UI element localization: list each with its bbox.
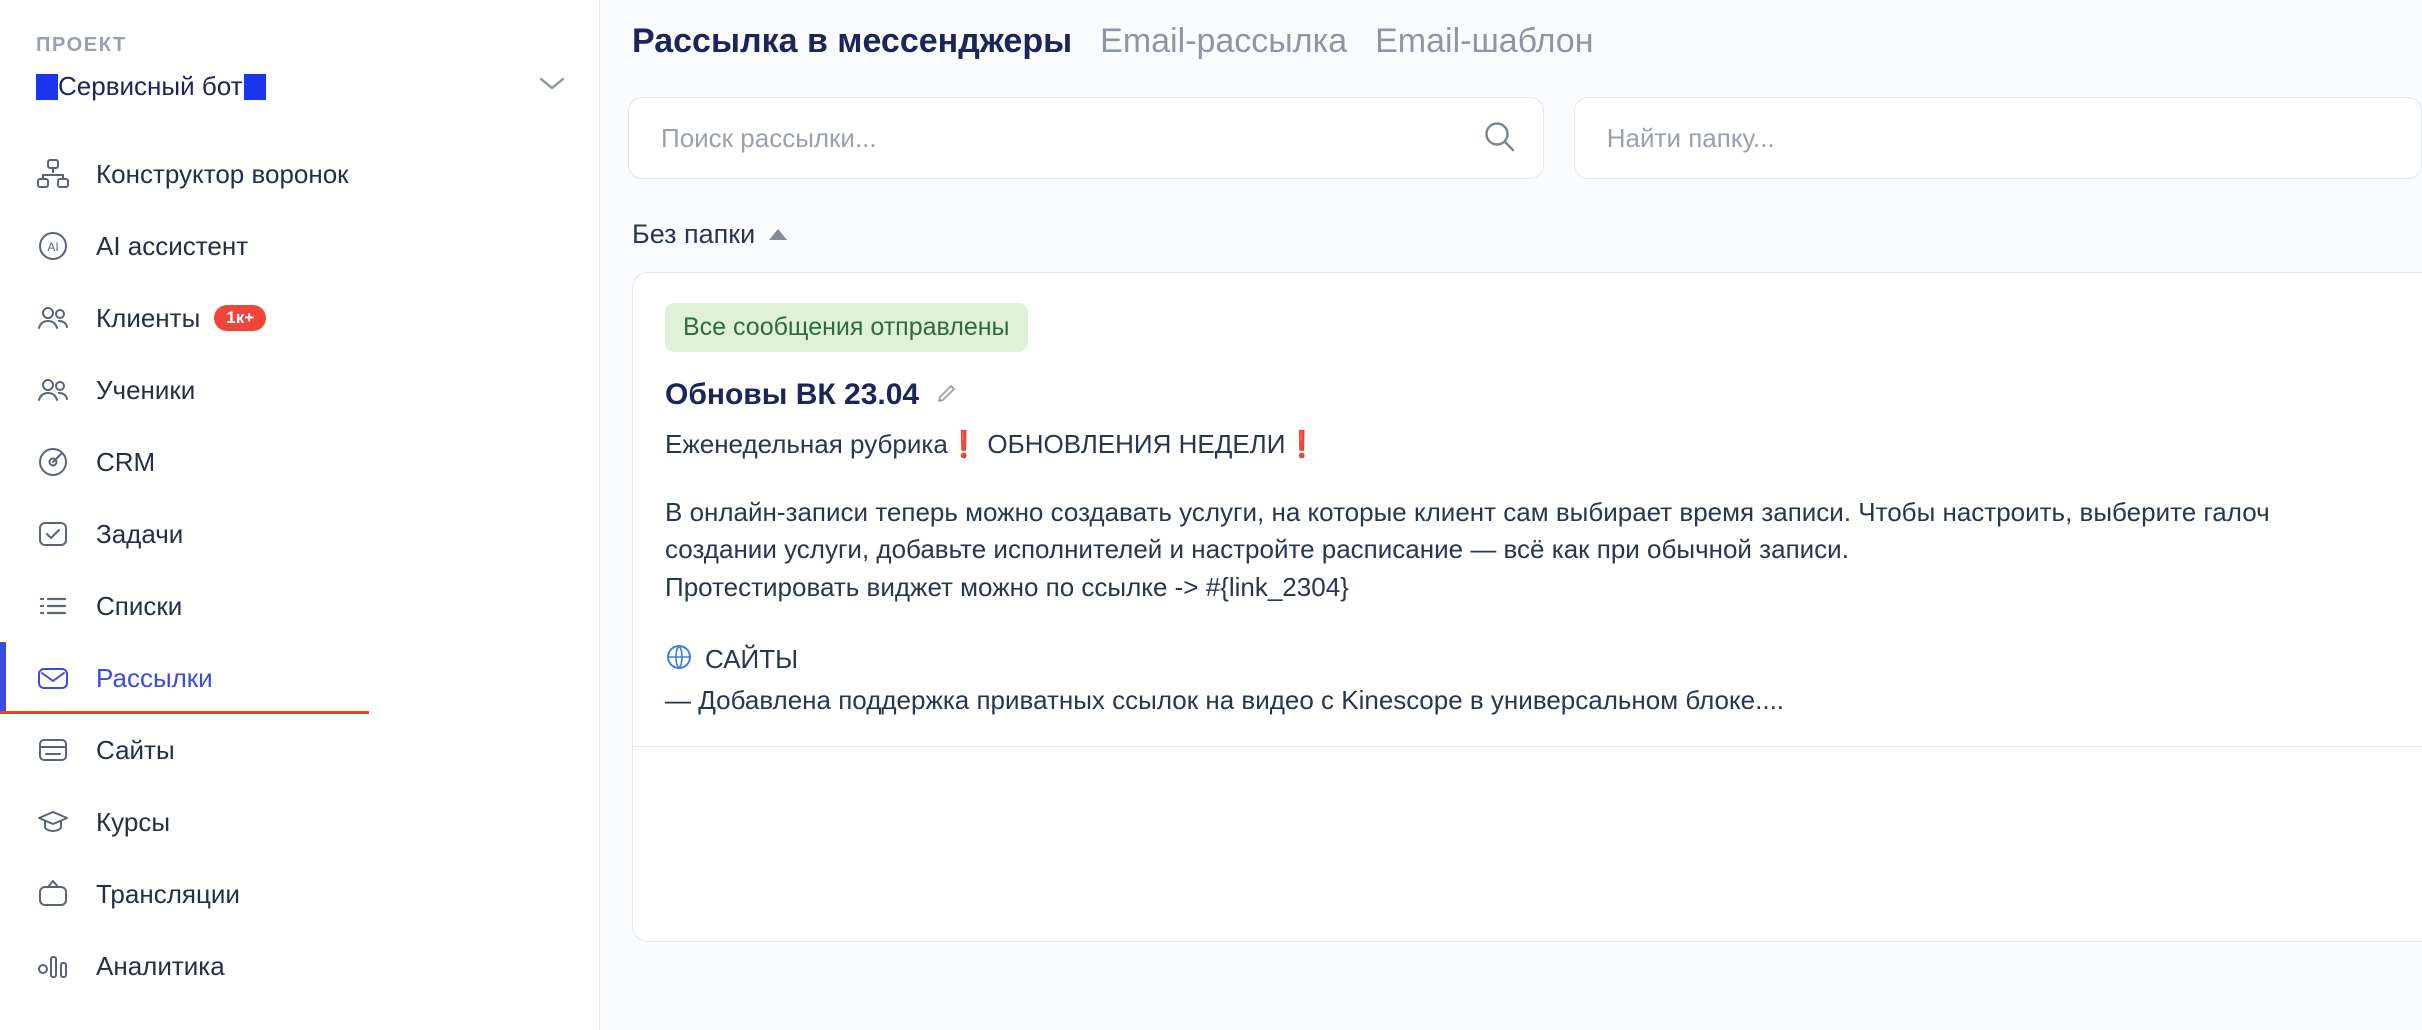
sidebar-item-tasks[interactable] [0,498,599,570]
tab-bar [628,22,2422,61]
sidebar-item-analytics[interactable] [0,930,599,1002]
sidebar-item-label: AI ассистент [96,230,249,261]
sidebar-item-ai-assistant[interactable] [0,210,599,282]
sidebar-item-crm[interactable] [0,426,599,498]
sidebar-item-broadcasts[interactable] [0,858,599,930]
chevron-down-icon[interactable] [539,74,565,96]
sidebar-item-sites[interactable] [0,714,599,786]
students-icon [36,373,80,407]
mailings-icon [36,661,80,695]
mailing-card[interactable] [632,272,2422,942]
mailing-card-header [665,378,2422,412]
project-selector[interactable] [0,71,599,102]
project-label: ПРОЕКТ [36,34,127,56]
status-badge: Все сообщения отправлены [665,303,1028,352]
search-mailings-field[interactable] [628,97,1544,179]
sidebar-item-label: Рассылки [96,662,213,693]
sidebar-item-label: Сайты [96,734,175,765]
project-name [36,71,266,102]
chevron-up-icon[interactable] [769,229,787,240]
sidebar-item-clients[interactable] [0,282,599,354]
main-content [600,0,2422,1030]
folder-group-name: Без папки [632,219,756,249]
sidebar [0,0,600,1030]
card-divider [633,746,2422,747]
mailing-section-line: — Добавлена поддержка приватных ссылок на видео с Kinescope в универсальном блоке.... [665,685,1785,716]
tab-email-template[interactable]: Email-шаблон [1375,22,1594,60]
project-name-text: Сервисный бот [58,71,243,101]
sidebar-item-courses[interactable] [0,786,599,858]
ai-assistant-icon [36,229,80,263]
crm-icon [36,445,80,479]
mailing-section-heading [665,641,2422,679]
page-title: Обновы ВК 23.04 [665,378,920,411]
sidebar-item-funnel-builder[interactable] [0,138,599,210]
search-input[interactable] [659,122,1481,155]
svg-text:AI: AI [47,240,59,254]
sidebar-item-label: Клиенты [96,302,201,333]
mailing-paragraph-line-3: Протестировать виджет можно по ссылке -> #{link_2304} [665,572,1349,603]
tasks-icon [36,517,80,551]
sidebar-item-label: Конструктор воронок [96,158,349,189]
mailing-section-title: САЙТЫ [705,643,799,674]
redaction-block-right [244,74,266,100]
sidebar-item-label: Списки [96,590,183,621]
sidebar-item-students[interactable] [0,354,599,426]
mailing-paragraph-line-1: В онлайн-записи теперь можно создавать услуги, на которые клиент сам выбирает время записи. Чтобы настроить, выберите галоч [665,496,2270,527]
sidebar-item-label: Курсы [96,806,171,837]
sidebar-item-lists[interactable] [0,570,599,642]
exclamation-mark-icon-1: ❗ [947,429,981,459]
exclamation-mark-icon-2: ❗ [1285,429,1318,459]
sidebar-nav [0,138,599,1002]
courses-icon [36,805,80,839]
mailing-subtitle-b: ОБНОВЛЕНИЯ НЕДЕЛИ [987,429,1286,459]
text-spacer-2 [665,607,2422,637]
sidebar-item-label: Ученики [96,374,196,405]
clients-icon [36,301,80,335]
search-icon[interactable] [1481,118,1517,159]
analytics-icon [36,949,80,983]
folder-search-input[interactable] [1605,122,2395,155]
globe-icon [665,643,693,676]
folder-group-header[interactable] [632,219,2422,250]
sidebar-item-mailings[interactable] [0,642,599,714]
search-row [628,97,2422,179]
pencil-icon[interactable] [935,381,959,410]
broadcasts-icon [36,877,80,911]
text-spacer [665,464,2422,494]
sidebar-item-label: Трансляции [96,878,240,909]
tab-messenger-mailing[interactable]: Рассылка в мессенджеры [632,22,1073,60]
search-folder-field[interactable] [1574,97,2422,179]
sites-icon [36,733,80,767]
mailing-subtitle-a: Еженедельная рубрика [665,429,948,459]
sidebar-item-label: Задачи [96,518,184,549]
funnel-builder-icon [36,157,80,191]
mailing-paragraph-line-2: создании услуги, добавьте исполнителей и настройте расписание — всё как при обычной записи. [665,534,1849,565]
redaction-block-left [36,74,58,100]
status-badge: 1к+ [214,305,266,331]
tab-email-mailing[interactable]: Email-рассылка [1100,22,1348,60]
sidebar-item-label: Аналитика [96,950,225,981]
lists-icon [36,589,80,623]
sidebar-item-label: CRM [96,446,156,477]
mailing-subtitle [665,426,2422,464]
